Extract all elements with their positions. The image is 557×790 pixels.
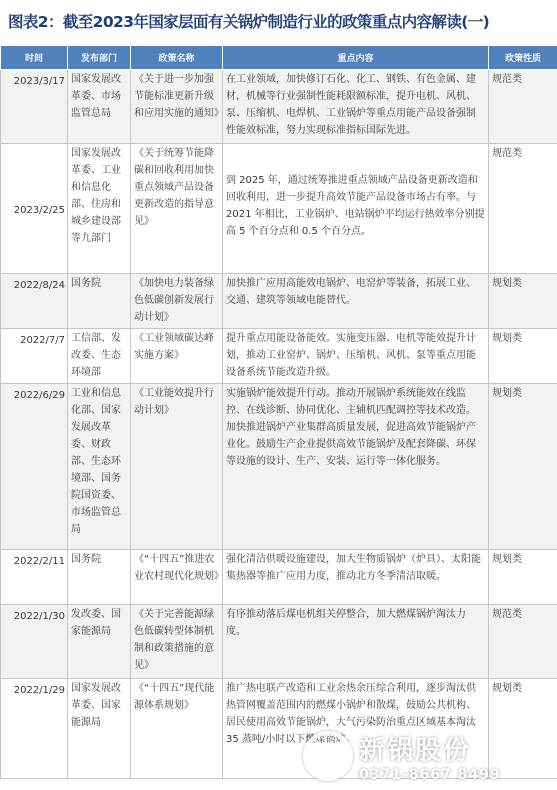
cell-policy-nature: 规划类 [489,384,557,550]
table-header-row [1,46,557,70]
cell-department: 国务院 [68,274,131,329]
watermark-phone: 0371-8667 8499 [359,766,501,783]
table-row [1,384,557,550]
cell-policy-nature: 规范类 [489,70,557,144]
cell-policy-nature: 规划类 [489,679,557,779]
company-logo-icon [303,731,353,781]
table-row [1,274,557,329]
cell-department: 国家发展改革委、工业和信息化部、住房和城乡建设部等九部门 [68,144,131,274]
cell-key-content: 实施锅炉能效提升行动。推动开展锅炉系统能效在线监控、在线诊断、协同优化、主辅机匹配调控等技术改造。加快推进锅炉产业集群高质量发展，促进高效节能锅炉产业化。鼓励生产企业提供高效节能锅炉及配套降碳、环保等设施的设计、生产、安装、运行等一体化服务。 [223,384,489,550]
cell-policy-name: 《“十四五”现代能源体系规划》 [131,679,223,779]
cell-policy-nature: 规范类 [489,144,557,274]
cell-policy-nature: 规划类 [489,550,557,605]
table-row [1,329,557,384]
cell-key-content: 推广热电联产改造和工业余热余压综合利用，逐步淘汰供热管网覆盖范围内的燃煤小锅炉和散煤，鼓励公共机构、居民使用高效节能锅炉，大气污染防治重点区域基本淘汰 35 蒸吨/小时以下燃煤锅炉。 [223,679,489,779]
policy-table [0,45,557,779]
cell-date: 2022/6/29 [1,384,68,550]
table-row [1,70,557,144]
column-header-policy-nature: 政策性质 [489,46,557,70]
cell-policy-name: 《关于进一步加强节能标准更新升级和应用实施的通知》 [131,70,223,144]
table-row [1,144,557,274]
cell-date: 2023/2/25 [1,144,68,274]
table-row [1,550,557,605]
cell-key-content: 强化清洁供暖设施建设，加大生物质锅炉（炉具）、太阳能集热器等推广应用力度，推动北方冬季清洁取暖。 [223,550,489,605]
cell-key-content: 提升重点用能设备能效。实施变压器、电机等能效提升计划，推动工业窑炉、锅炉、压缩机、风机、泵等重点用能设备系统节能改造升级。 [223,329,489,384]
column-header-key-content: 重点内容 [223,46,489,70]
cell-policy-name: 《关于完善能源绿色低碳转型体制机制和政策措施的意见》 [131,605,223,679]
cell-department: 工信部、发改委、生态环境部 [68,329,131,384]
cell-date: 2022/7/7 [1,329,68,384]
cell-date: 2022/1/29 [1,679,68,779]
table-row [1,605,557,679]
cell-key-content: 在工业领域，加快修订石化、化工、钢铁、有色金属、建材，机械等行业强制性能耗限额标准，提升电机、风机、泵、压缩机、电焊机、工业锅炉等重点用能产品设备强制性能效标准，努力实现标准指标国际先进。 [223,70,489,144]
cell-department: 工业和信息化部、国家发展改革委、财政部、生态环境部、国务院国资委、市场监管总局 [68,384,131,550]
cell-key-content: 有序推动落后煤电机组关停整合，加大燃煤锅炉淘汰力度。 [223,605,489,679]
cell-date: 2022/8/24 [1,274,68,329]
page-title: 图表2：截至2023年国家层面有关锅炉制造行业的政策重点内容解读(一) [8,13,490,31]
cell-key-content: 到 2025 年，通过统筹推进重点领域产品设备更新改造和回收利用，进一步提升高效节能产品设备市场占有率。与 2021 年相比，工业锅炉、电站锅炉平均运行热效率分别提高 5 个百分点和 0.5 个百分点。 [223,144,489,274]
company-watermark [303,728,553,784]
watermark-company-name: 新锅股份 [359,735,472,766]
cell-department: 国务院 [68,550,131,605]
cell-policy-name: 《工业能效提升行动计划》 [131,384,223,550]
cell-department: 国家发展改革委、国家能源局 [68,679,131,779]
cell-policy-name: 《“十四五”推进农业农村现代化规划》 [131,550,223,605]
cell-department: 发改委、国家能源局 [68,605,131,679]
cell-key-content: 加快推广应用高能效电锅炉、电窑炉等装备，拓展工业、交通、建筑等领域电能替代。 [223,274,489,329]
cell-policy-name: 《工业领域碳达峰实施方案》 [131,329,223,384]
cell-date: 2022/2/11 [1,550,68,605]
watermark-text [359,730,501,783]
cell-policy-nature: 规划类 [489,274,557,329]
cell-policy-nature: 规划类 [489,329,557,384]
cell-policy-name: 《加快电力装备绿色低碳创新发展行动计划》 [131,274,223,329]
cell-date: 2023/3/17 [1,70,68,144]
column-header-date: 时间 [1,46,68,70]
column-header-policy-name: 政策名称 [131,46,223,70]
cell-policy-name: 《关于统筹节能降碳和回收利用加快重点领域产品设备更新改造的指导意见》 [131,144,223,274]
column-header-department: 发布部门 [68,46,131,70]
cell-policy-nature: 规范类 [489,605,557,679]
cell-department: 国家发展改革委、市场监管总局 [68,70,131,144]
cell-date: 2022/1/30 [1,605,68,679]
